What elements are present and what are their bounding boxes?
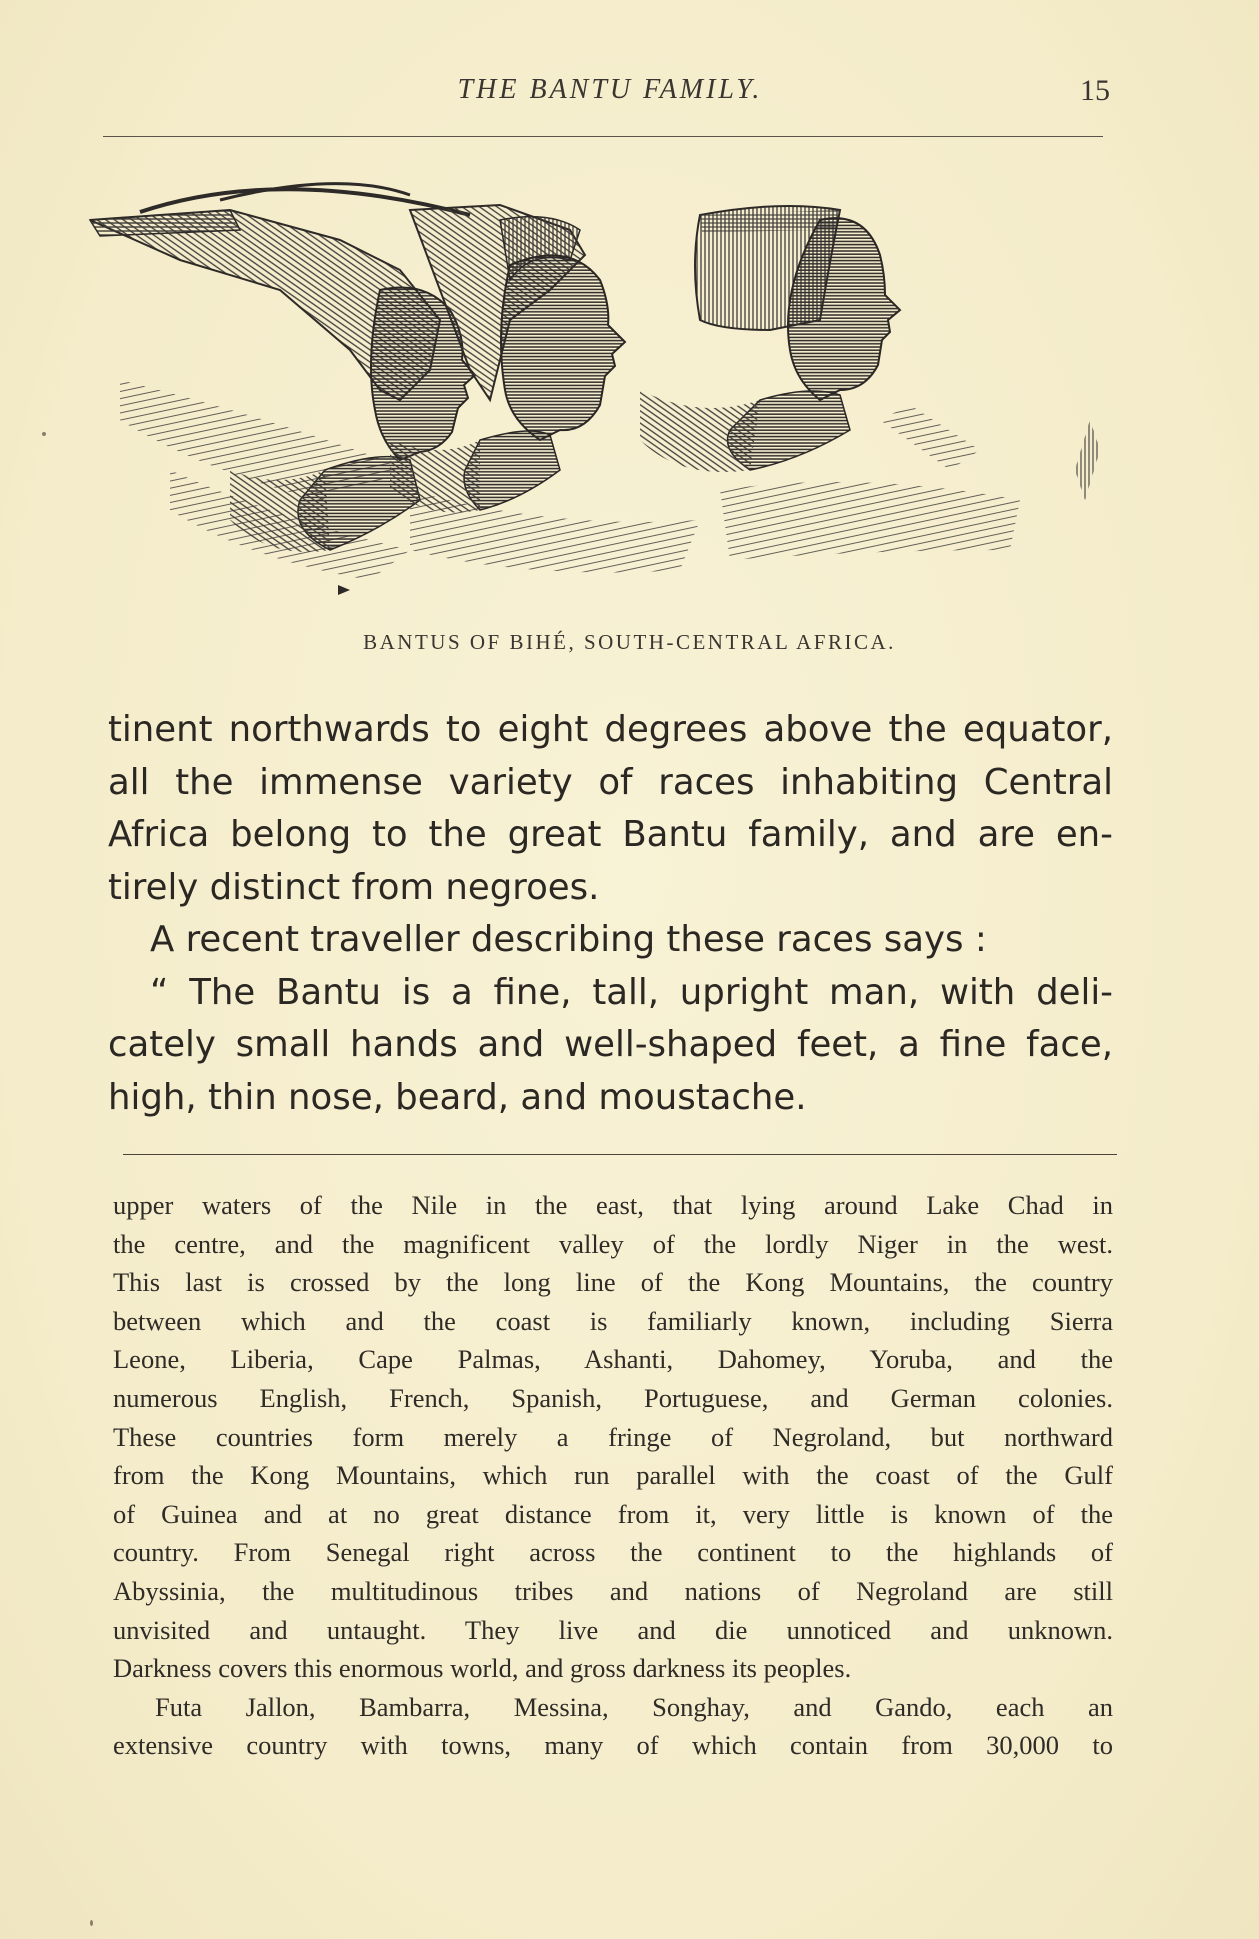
footnote-rule [123,1154,1117,1155]
footnote-line: This last is crossed by the long line of the Kong Mountains, the country [113,1267,1113,1298]
body-line: Africa belong to the great Bantu family, and are en- [108,814,1113,855]
paper-speck [90,1920,93,1926]
body-line: “ The Bantu is a fine, tall, upright man, with deli- [150,971,1113,1013]
footnote-line: upper waters of the Nile in the east, that lying around Lake Chad in [113,1190,1113,1220]
footnote-line: Leone, Liberia, Cape Palmas, Ashanti, Dahomey, Yoruba, and the [113,1344,1113,1375]
body-line: all the immense variety of races inhabiting Central [108,761,1113,803]
footnote-line: the centre, and the magnificent valley of the lordly Niger in the west. [113,1228,1113,1259]
running-title: THE BANTU FAMILY. [457,74,763,105]
page-header [110,70,1110,114]
footnote-line: numerous English, French, Spanish, Portuguese, and German colonies. [113,1382,1113,1413]
engraving-mark [338,585,350,595]
footnote-line: extensive country with towns, many of which contain from 30,000 to [113,1730,1113,1761]
body-line: A recent traveller describing these races says : [150,919,987,960]
figure-caption: BANTUS OF BIHÉ, SOUTH-CENTRAL AFRICA. [363,630,896,654]
footnote-line: unvisited and untaught. They live and die unnoticed and unknown. [113,1614,1113,1645]
body-line: high, thin nose, beard, and moustache. [108,1076,807,1118]
footnote-line: country. From Senegal right across the continent to the highlands of [113,1537,1113,1568]
footnote-text [113,1186,1113,1765]
engraving-illustration [80,170,1130,610]
footnote-line: Abyssinia, the multitudinous tribes and nations of Negroland are still [113,1575,1113,1606]
footnote-line: Futa Jallon, Bambarra, Messina, Songhay, and Gando, each an [155,1691,1113,1722]
header-rule [103,136,1103,137]
body-line: tinent northwards to eight degrees above the equator, [108,709,1113,750]
footnote-line: of Guinea and at no great distance from it, very little is known of the [113,1498,1113,1529]
footnote-line: These countries form merely a fringe of Negroland, but northward [113,1421,1113,1452]
main-body-text [108,704,1113,1124]
paper-speck [42,432,46,436]
body-line: cately small hands and well-shaped feet, a fine face, [108,1024,1113,1065]
footnote-line: from the Kong Mountains, which run parallel with the coast of the Gulf [113,1460,1113,1491]
body-line: tirely distinct from negroes. [108,866,600,908]
page-number: 15 [1080,74,1110,107]
figure-right-head [640,206,900,472]
footnote-line: Darkness covers this enormous world, and gross darkness its peoples. [113,1653,852,1684]
footnote-line: between which and the coast is familiarly known, including Sierra [113,1305,1113,1336]
